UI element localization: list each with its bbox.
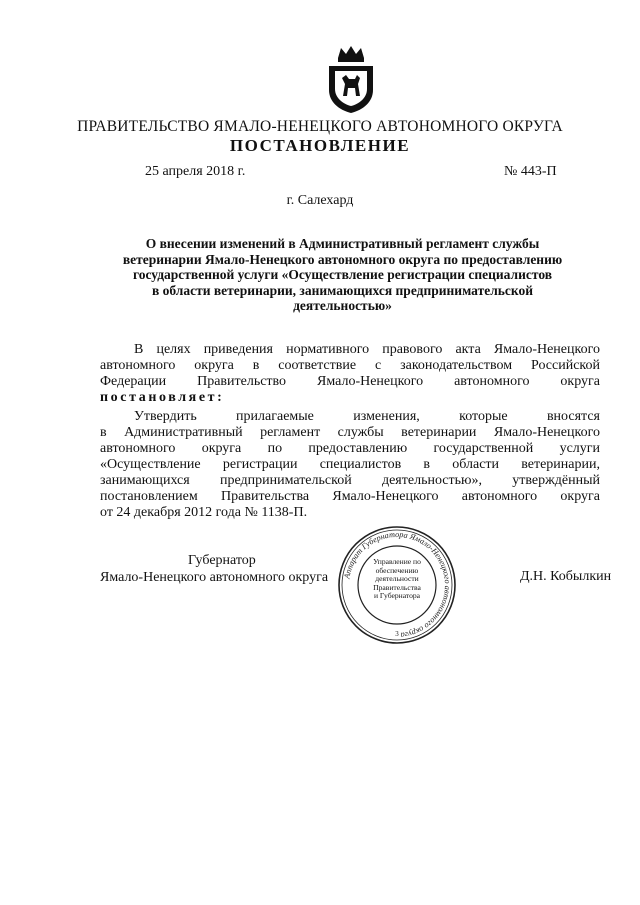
paragraph-line: Утвердить прилагаемые изменения, которые вносятся (134, 409, 600, 424)
title-line: деятельностью» (293, 298, 392, 314)
paragraph-line: автономного округа в соответствие с законодательством Российской (100, 358, 600, 373)
seal-line: Управление по (373, 557, 421, 566)
document-number: № 443-П (504, 164, 557, 179)
title-line: в области ветеринарии, занимающихся предпринимательской (151, 282, 534, 298)
document-title (115, 236, 570, 314)
seal-line: обеспечению (375, 565, 419, 575)
title-line: О внесении изменений в Административный регламент службы (145, 236, 540, 251)
paragraph-line: постановлением Правительства Ямало-Ненецкого автономного округа (100, 489, 600, 504)
organization-title: ПРАВИТЕЛЬСТВО ЯМАЛО-НЕНЕЦКОГО АВТОНОМНОГО ОКРУГА (77, 118, 563, 135)
signer-position-line2: Ямало-Ненецкого автономного округа (100, 570, 329, 585)
seal-number: 3 (395, 630, 399, 638)
decree-word: постановляет: (100, 390, 225, 405)
seal-center-text (365, 558, 429, 601)
document-city: г. Салехард (286, 193, 354, 208)
title-line: ветеринарии Ямало-Ненецкого автономного округа по предоставлению (122, 251, 563, 267)
document-type: ПОСТАНОВЛЕНИЕ (229, 136, 411, 155)
signer-position-line1: Губернатор (188, 553, 256, 568)
paragraph-line: В целях приведения нормативного правового акта Ямало-Ненецкого (134, 342, 600, 357)
signer-name: Д.Н. Кобылкин (520, 569, 612, 584)
seal-line: и Губернатора (373, 591, 421, 601)
document-date: 25 апреля 2018 г. (145, 164, 246, 179)
paragraph-line: автономного округа по предоставлению государственной услуги (100, 441, 600, 456)
preamble-paragraph (100, 342, 600, 406)
title-line: государственной услуги «Осуществление регистрации специалистов (132, 267, 553, 283)
coat-of-arms-icon (325, 44, 377, 114)
paragraph-line: «Осуществление регистрации специалистов в области ветеринарии, (100, 457, 600, 472)
paragraph-line: Федерации Правительство Ямало-Ненецкого автономного округа (100, 374, 600, 389)
paragraph-line: в Административный регламент службы ветеринарии Ямало-Ненецкого (100, 425, 600, 440)
resolution-paragraph (100, 409, 600, 521)
paragraph-line: от 24 декабря 2012 года № 1138-П. (100, 505, 308, 520)
seal-line: деятельности (375, 574, 419, 584)
paragraph-line: занимающихся предпринимательской деятельностью», утверждённый (100, 473, 600, 488)
seal-line: Правительства (373, 582, 421, 592)
seal-ring-text: Аппарат Губернатора Ямало-Ненецкого автономного округа (342, 529, 453, 640)
